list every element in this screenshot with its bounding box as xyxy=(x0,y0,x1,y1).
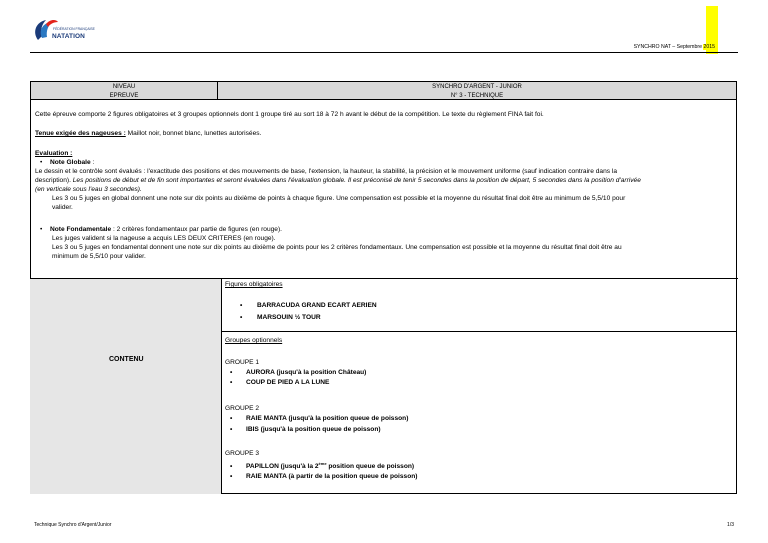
figure-item: • MARSOUIN ½ TOUR xyxy=(240,314,321,321)
contenu-divider xyxy=(222,331,737,332)
bullet-icon: • xyxy=(230,426,233,433)
table-header-row xyxy=(30,81,737,100)
groupe-3-item: • RAIE MANTA (à partir de la position queue de poisson) xyxy=(230,473,418,480)
fondamentale-line-4: minimum de 5,5/10 pour valider. xyxy=(52,253,146,260)
note-fondamentale-heading: • Note Fondamentale : 2 critères fondamentaux par partie de figures (en rouge). xyxy=(40,226,282,233)
niveau-epreuve-cell: NIVEAU EPREUVE xyxy=(109,84,139,99)
bullet-icon: • xyxy=(230,379,233,386)
page-number: 1/3 xyxy=(727,522,734,528)
bullet-icon: • xyxy=(230,473,233,480)
globale-line-2: description). Les positions de début et de fin sont importantes et seront évaluées dans l'évaluation globale. Il est préconisé de tenir 5 secondes dans la position de départ, 5 secondes dans la position d'arrivée xyxy=(35,177,641,184)
bullet-icon: • xyxy=(40,226,43,233)
bullet-icon: • xyxy=(230,369,233,376)
groupe-2-item: • IBIS (jusqu'à la position queue de poisson) xyxy=(230,426,381,433)
bullet-icon: • xyxy=(240,314,243,321)
groupe-2-item: • RAIE MANTA (jusqu'à la position queue de poisson) xyxy=(230,415,409,422)
level-title-cell: SYNCHRO D'ARGENT - JUNIOR N° 3 - TECHNIQUE xyxy=(432,84,522,99)
bullet-icon: • xyxy=(230,415,233,422)
footer-title: Technique Synchro d'Argent/Junior xyxy=(34,522,112,528)
contenu-label: CONTENU xyxy=(109,356,144,363)
groupe-2-title: GROUPE 2 xyxy=(225,405,260,412)
note-globale-heading: • Note Globale : xyxy=(40,159,95,166)
header-rule xyxy=(30,52,738,53)
figure-item: • BARRACUDA GRAND ECART AERIEN xyxy=(240,302,377,309)
evaluation-title: Evaluation : xyxy=(35,150,73,157)
intro-text: Cette épreuve comporte 2 figures obligatoires et 3 groupes optionnels dont 1 groupe tiré au sort 18 à 72 h avant le début de la compétition. Le texte du règlement FINA fait foi. xyxy=(35,111,544,118)
groupe-3-title: GROUPE 3 xyxy=(225,450,260,457)
globale-line-5: valider. xyxy=(52,204,73,211)
globale-line-3: (en verticale sous l'eau 3 secondes). xyxy=(35,186,142,193)
contenu-label-cell xyxy=(30,279,222,494)
groupe-1-item: • COUP DE PIED A LA LUNE xyxy=(230,379,330,386)
tenue-line: Tenue exigée des nageuses : Maillot noir, bonnet blanc, lunettes autorisées. xyxy=(35,130,262,137)
fondamentale-line-3: Les 3 ou 5 juges en fondamental donnent une note sur dix points au dixième de points pour les 2 critères fondamentaux. Une compensation est possible et la moyenne du résultat final doit être au xyxy=(52,244,622,251)
figures-obligatoires-title: Figures obligatoires xyxy=(225,281,283,288)
logo-subtitle: FÉDÉRATION FRANÇAISE xyxy=(53,27,95,31)
bullet-icon: • xyxy=(230,463,233,471)
bullet-icon: • xyxy=(240,302,243,309)
fondamentale-line-2: Les juges valident si la nageuse a acquis LES DEUX CRITERES (en rouge). xyxy=(52,235,276,242)
groupe-1-item: • AURORA (jusqu'à la position Château) xyxy=(230,369,367,376)
logo-title: NATATION xyxy=(52,33,85,40)
doc-reference: SYNCHRO NAT – Septembre 2015 xyxy=(633,44,715,50)
groupes-optionnels-title: Groupes optionnels xyxy=(225,337,283,344)
doc-year: 2015 xyxy=(703,44,715,50)
globale-line-1: Le dessin et le contrôle sont évalués : l'exactitude des positions et des mouvements de base, l'extension, la hauteur, la stabilité, la précision et le mouvement uniforme (sauf indication contraire dans la xyxy=(35,168,617,175)
globale-line-4: Les 3 ou 5 juges en global donnent une note sur dix points au dixième de points à chaque figure. Une compensation est possible et la moyenne du résultat final doit être au minimum de 5,5/10 pour xyxy=(52,195,626,202)
bullet-icon: • xyxy=(40,159,43,166)
groupe-3-item: • PAPILLON (jusqu'à la 2ème position queue de poisson) xyxy=(230,461,415,471)
groupe-1-title: GROUPE 1 xyxy=(225,359,260,366)
